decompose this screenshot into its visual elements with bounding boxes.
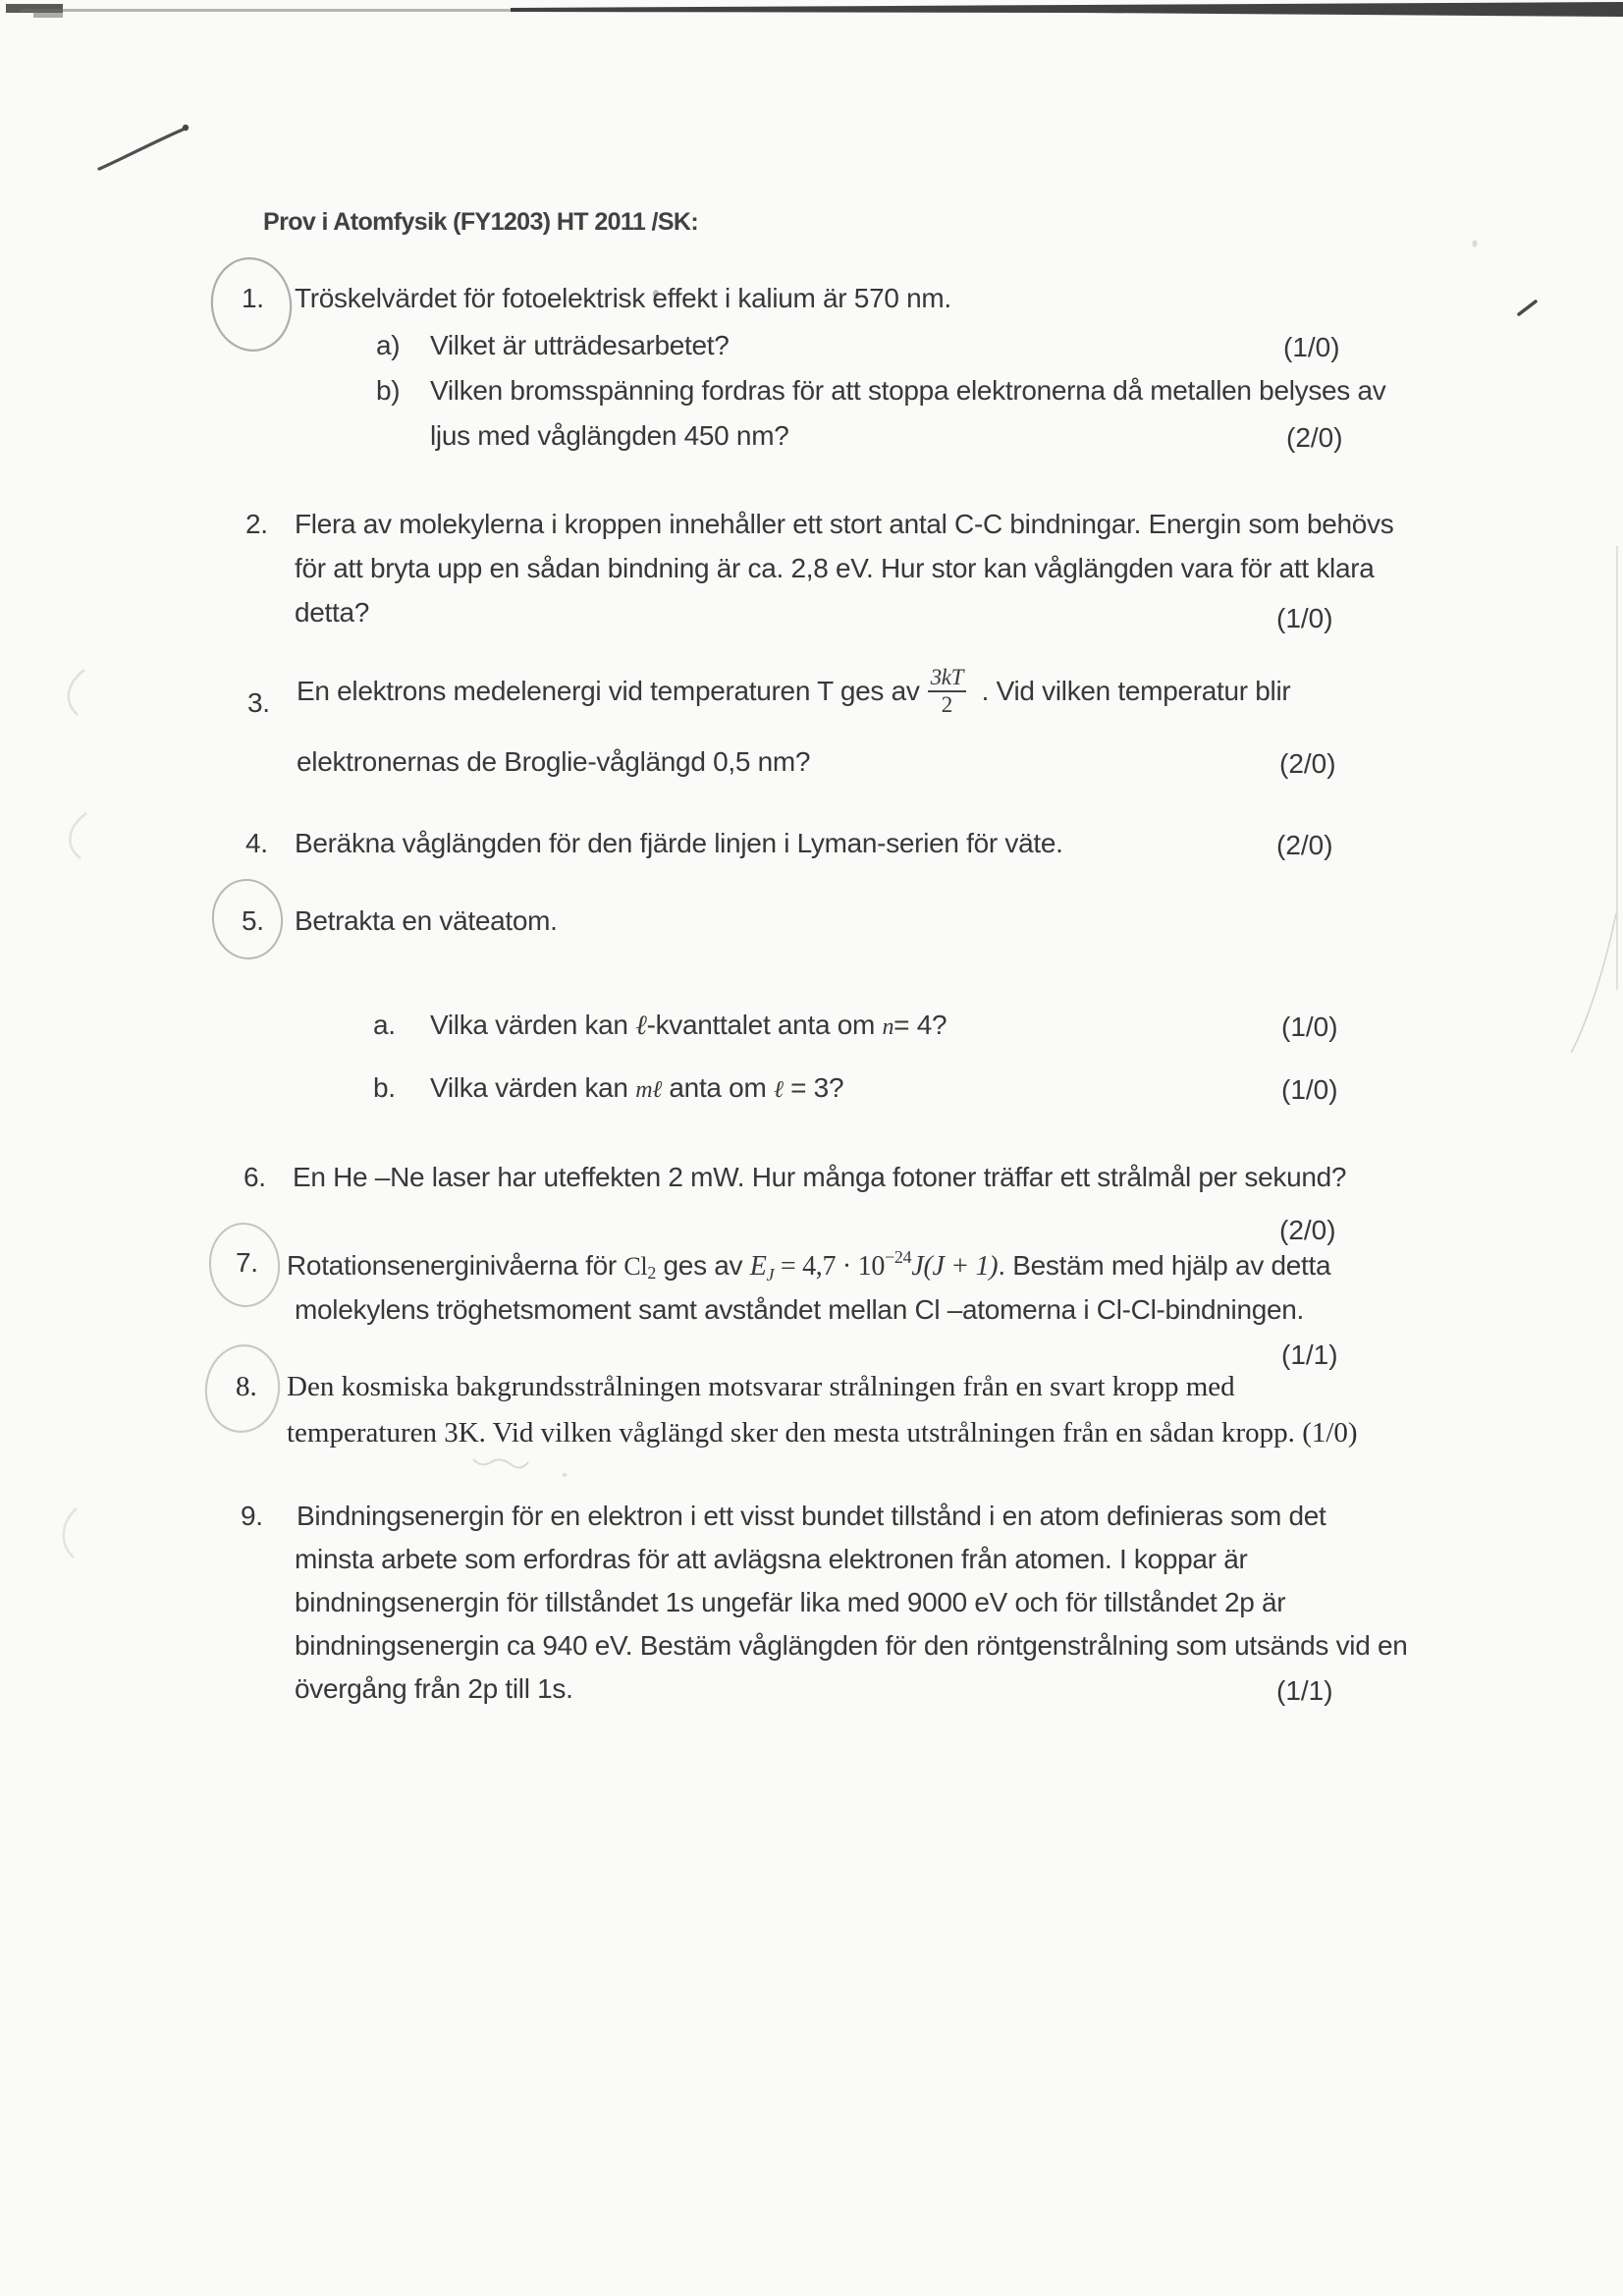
stray-tick-mark: [1519, 301, 1536, 314]
q7-math-mid: = 4,7 · 10: [774, 1251, 886, 1282]
q4-points: (2/0): [1276, 830, 1333, 860]
scan-edge-line-left: [20, 9, 520, 12]
q7-number: 7.: [236, 1247, 258, 1278]
q3-points: (2/0): [1279, 748, 1336, 779]
q7-molecule: Cl: [623, 1252, 648, 1281]
q1-text: Tröskelvärdet för fotoelektrisk effekt i kalium är 570 nm.: [295, 283, 951, 313]
q5a-seg1: Vilka värden kan: [430, 1010, 636, 1040]
pen-stroke-mark: [99, 130, 183, 169]
q9-text-line4: bindningsenergin ca 940 eV. Bestäm våglängden för den röntgenstrålning som utsänds vid en: [295, 1630, 1408, 1661]
right-edge-diagonal: [1571, 913, 1616, 1053]
q4-number: 4.: [245, 828, 268, 858]
q5a-seg3: = 4?: [893, 1010, 947, 1040]
q1a-label: a): [376, 330, 401, 360]
q2-points: (1/0): [1276, 603, 1333, 633]
q2-text-line2: för att bryta upp en sådan bindning är ca. 2,8 eV. Hur stor kan våglängden vara för att klara: [295, 553, 1375, 583]
q5b-text: [430, 1072, 843, 1104]
q7-text-line1: [287, 1247, 1330, 1285]
q5b-label: b.: [373, 1072, 396, 1103]
q6-text: En He –Ne laser har uteffekten 2 mW. Hur många fotoner träffar ett strålmål per sekund?: [293, 1162, 1347, 1192]
q1b-text-line2: ljus med våglängden 450 nm?: [430, 420, 789, 451]
q5a-text: [430, 1010, 947, 1042]
faint-margin-arc-2: [70, 813, 86, 858]
q1b-text-line1: Vilken bromsspänning fordras för att stoppa elektronerna då metallen belyses av: [430, 375, 1386, 406]
q8-number: 8.: [236, 1371, 257, 1402]
q5a-math-l: ℓ: [635, 1011, 647, 1041]
q3-text-line2: elektronernas de Broglie-våglängd 0,5 nm?: [297, 746, 811, 777]
stray-speck-2: [1473, 241, 1478, 247]
q2-text-line3: detta?: [295, 597, 370, 628]
q1b-points: (2/0): [1286, 422, 1343, 453]
q2-number: 2.: [245, 509, 268, 539]
q5a-math-n: n: [882, 1014, 894, 1040]
faint-squiggle: [473, 1459, 528, 1468]
q1a-text: Vilket är utträdesarbetet?: [430, 330, 730, 360]
q5a-seg2: -kvanttalet anta om: [646, 1010, 883, 1040]
q3-text-pre: En elektrons medelenergi vid temperaturen T ges av: [297, 676, 920, 707]
q5b-points: (1/0): [1281, 1074, 1338, 1105]
q7-molecule-sub: 2: [647, 1263, 657, 1283]
q1b-label: b): [376, 375, 401, 406]
q7-math-exponent: −24: [885, 1247, 912, 1267]
q8-text-line1: Den kosmiska bakgrundsstrålningen motsvarar strålningen från en svart kropp med: [287, 1371, 1235, 1402]
q3-fraction: [928, 666, 967, 717]
q7-math-E: E: [749, 1251, 767, 1282]
q9-points: (1/1): [1276, 1675, 1333, 1706]
q1a-points: (1/0): [1283, 332, 1340, 362]
faint-dot: [563, 1473, 568, 1477]
q7-text-line2: molekylens tröghetsmoment samt avståndet mellan Cl –atomerna i Cl-Cl-bindningen.: [295, 1294, 1305, 1325]
q3-text-post: . Vid vilken temperatur blir: [974, 676, 1291, 707]
q9-text-line5: övergång från 2p till 1s.: [295, 1673, 573, 1704]
q5a-points: (1/0): [1281, 1011, 1338, 1042]
q3-text-line1: [297, 666, 1290, 717]
q3-fraction-denominator: 2: [941, 692, 952, 718]
q8-text-line2: [287, 1417, 1358, 1449]
q5-text: Betrakta en väteatom.: [295, 905, 558, 936]
q9-text-line2: minsta arbete som erfordras för att avlägsna elektronen från atomen. I koppar är: [295, 1544, 1248, 1574]
q5a-label: a.: [373, 1010, 396, 1040]
q7-points: (1/1): [1281, 1339, 1338, 1370]
q3-fraction-numerator: 3kT: [928, 666, 967, 692]
q5b-seg2: anta om: [661, 1072, 774, 1103]
q4-text: Beräkna våglängden för den fjärde linjen i Lyman-serien för väte.: [295, 828, 1063, 858]
q5b-math-l: ℓ: [773, 1077, 784, 1103]
q8-line2-text: temperaturen 3K. Vid vilken våglängd sker den mesta utstrålningen från en sådan kropp.: [287, 1417, 1303, 1449]
q6-number: 6.: [243, 1162, 266, 1192]
q7-math-tail: J(J + 1): [911, 1251, 999, 1282]
q9-number: 9.: [241, 1501, 263, 1531]
q5-number: 5.: [242, 905, 264, 936]
q9-text-line1: Bindningsenergin för en elektron i ett visst bundet tillstånd i en atom definieras som det: [297, 1501, 1326, 1531]
q5b-seg1: Vilka värden kan: [430, 1072, 636, 1103]
q7-seg2: ges av: [656, 1250, 750, 1281]
q2-text-line1: Flera av molekylerna i kroppen innehåller ett stort antal C-C bindningar. Energin som behövs: [295, 509, 1394, 539]
q7-seg1: Rotationsenerginivåerna för: [287, 1250, 624, 1281]
scan-edge-corner-step: [33, 12, 63, 18]
faint-margin-arc-3: [64, 1508, 77, 1558]
q7-seg3: . Bestäm med hjälp av detta: [998, 1250, 1331, 1281]
q3-number: 3.: [247, 687, 270, 718]
faint-margin-arc-1: [69, 670, 84, 715]
q5b-seg3: = 3?: [783, 1072, 844, 1103]
q1-number: 1.: [242, 283, 264, 313]
q7-math-E-sub: J: [766, 1265, 775, 1285]
q8-points: (1/0): [1302, 1417, 1358, 1449]
scan-edge-line-right: [511, 2, 1623, 17]
q6-points: (2/0): [1279, 1215, 1336, 1245]
q5b-math-ml: mℓ: [635, 1077, 662, 1103]
exam-title: Prov i Atomfysik (FY1203) HT 2011 /SK:: [263, 208, 699, 236]
pen-stroke-tip: [183, 125, 189, 131]
q9-text-line3: bindningsenergin för tillståndet 1s ungefär lika med 9000 eV och för tillståndet 2p är: [295, 1587, 1286, 1617]
